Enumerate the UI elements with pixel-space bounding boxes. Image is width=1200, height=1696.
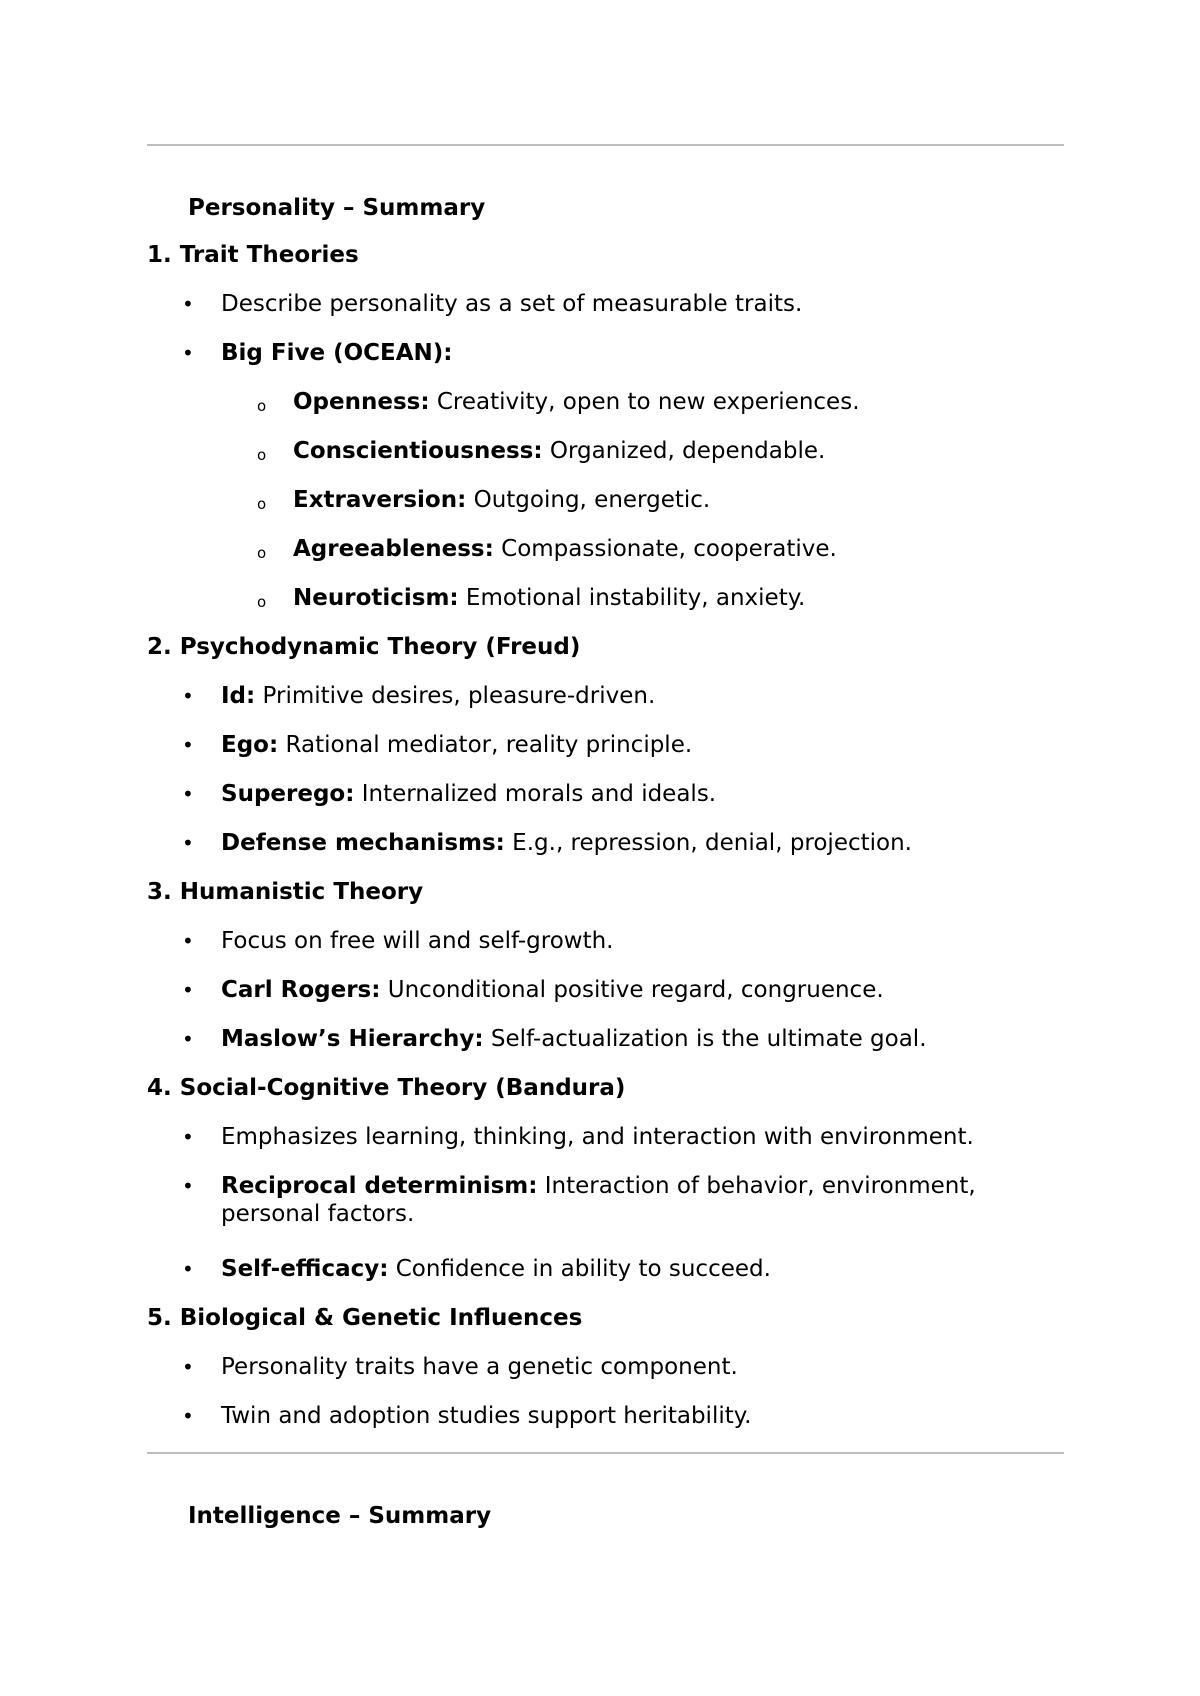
item-text: Personality traits have a genetic component. xyxy=(221,1354,738,1380)
item-text: Twin and adoption studies support heritability. xyxy=(221,1403,752,1429)
circle-bullet-icon: o xyxy=(257,593,267,611)
item-text: E.g., repression, denial, projection. xyxy=(504,830,912,856)
item-term: Id: xyxy=(221,683,256,709)
list-item xyxy=(147,1402,1047,1451)
bullet-icon: • xyxy=(182,1174,194,1198)
section-heading: 1. Trait Theories xyxy=(147,242,359,268)
sub-list-item xyxy=(147,584,1047,633)
section-heading: 3. Humanistic Theory xyxy=(147,879,424,905)
circle-bullet-icon: o xyxy=(257,544,267,562)
list-item xyxy=(147,780,1047,829)
item-term: Self-efficacy: xyxy=(221,1256,389,1282)
item-text: Organized, dependable. xyxy=(542,438,826,464)
item-text: Emphasizes learning, thinking, and interaction with environment. xyxy=(221,1124,974,1150)
list-item xyxy=(147,1255,1047,1304)
bullet-icon: • xyxy=(182,831,194,855)
list-item xyxy=(147,1353,1047,1402)
sub-list-item xyxy=(147,437,1047,486)
bullet-icon: • xyxy=(182,782,194,806)
bullet-icon: • xyxy=(182,929,194,953)
list-item xyxy=(147,1025,1047,1074)
bullet-icon: • xyxy=(182,1355,194,1379)
list-item xyxy=(147,682,1047,731)
circle-bullet-icon: o xyxy=(257,446,267,464)
intelligence-summary-title: Intelligence – Summary xyxy=(188,1503,492,1529)
item-text: Unconditional positive regard, congruence. xyxy=(380,977,884,1003)
item-term: Conscientiousness: xyxy=(293,438,543,464)
item-term: Maslow’s Hierarchy: xyxy=(221,1026,484,1052)
sub-list-item xyxy=(147,535,1047,584)
circle-bullet-icon: o xyxy=(257,397,267,415)
list-item xyxy=(147,829,1047,878)
item-term: Neuroticism: xyxy=(293,585,459,611)
item-term: Openness: xyxy=(293,389,430,415)
bullet-icon: • xyxy=(182,341,194,365)
bullet-icon: • xyxy=(182,978,194,1002)
item-text: Creativity, open to new experiences. xyxy=(429,389,860,415)
list-item xyxy=(147,1123,1047,1172)
item-text: Internalized morals and ideals. xyxy=(354,781,717,807)
section-heading: 5. Biological & Genetic Influences xyxy=(147,1305,583,1331)
list-item xyxy=(147,339,1047,388)
item-text: Compassionate, cooperative. xyxy=(493,536,837,562)
bullet-icon: • xyxy=(182,733,194,757)
item-text: Rational mediator, reality principle. xyxy=(278,732,693,758)
bullet-icon: • xyxy=(182,1125,194,1149)
item-term: Agreeableness: xyxy=(293,536,494,562)
list-item xyxy=(147,1172,1047,1255)
item-text: Interaction of behavior, environment, personal factors. xyxy=(221,1173,976,1227)
list-item xyxy=(147,976,1047,1025)
item-text: Describe personality as a set of measurable traits. xyxy=(221,291,803,317)
circle-bullet-icon: o xyxy=(257,495,267,513)
list-item xyxy=(147,731,1047,780)
item-text: Confidence in ability to succeed. xyxy=(388,1256,771,1282)
item-term: Superego: xyxy=(221,781,355,807)
item-term: Extraversion: xyxy=(293,487,467,513)
section-heading: 4. Social-Cognitive Theory (Bandura) xyxy=(147,1075,626,1101)
bullet-icon: • xyxy=(182,684,194,708)
bullet-icon: • xyxy=(182,292,194,316)
item-text: Self-actualization is the ultimate goal. xyxy=(483,1026,927,1052)
item-term: Ego: xyxy=(221,732,279,758)
bullet-icon: • xyxy=(182,1257,194,1281)
list-item xyxy=(147,290,1047,339)
section-heading: 2. Psychodynamic Theory (Freud) xyxy=(147,634,581,660)
bullet-icon: • xyxy=(182,1027,194,1051)
personality-summary-title: Personality – Summary xyxy=(188,195,486,221)
item-term: Big Five (OCEAN): xyxy=(221,340,453,366)
sub-list-item xyxy=(147,486,1047,535)
item-text: Primitive desires, pleasure-driven. xyxy=(255,683,656,709)
item-term: Reciprocal determinism: xyxy=(221,1173,538,1199)
item-term: Defense mechanisms: xyxy=(221,830,505,856)
personality-content xyxy=(147,241,1047,1451)
item-text: Focus on free will and self-growth. xyxy=(221,928,614,954)
item-text: Emotional instability, anxiety. xyxy=(458,585,806,611)
sub-list-item xyxy=(147,388,1047,437)
item-text: Outgoing, energetic. xyxy=(466,487,711,513)
horizontal-rule xyxy=(147,1452,1064,1454)
bullet-icon: • xyxy=(182,1404,194,1428)
horizontal-rule xyxy=(147,144,1064,146)
list-item xyxy=(147,927,1047,976)
item-term: Carl Rogers: xyxy=(221,977,381,1003)
